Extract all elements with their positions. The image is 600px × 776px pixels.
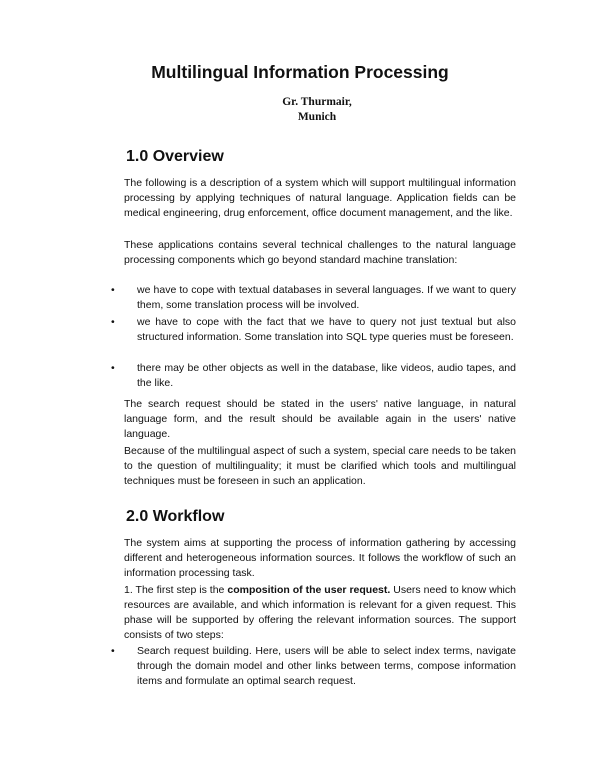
- workflow-paragraph-2: [124, 583, 516, 643]
- bullet-text: we have to cope with textual databases in several languages. If we want to query them, some translation process will be involved.: [137, 284, 516, 311]
- paragraph-rest: Users need to know which resources are available, and which information is relevant for a given request. This phase will be supported by offering the relevant information sources. The support consists of two steps:: [124, 584, 516, 641]
- workflow-paragraph-1: The system aims at supporting the process of information gathering by accessing different and heterogeneous information sources. It follows the workflow of such an information processing task.: [124, 537, 516, 579]
- paper-title: Multilingual Information Processing: [151, 62, 449, 82]
- section-heading-workflow: 2.0 Workflow: [126, 508, 225, 525]
- overview-bullet-1: [111, 283, 516, 313]
- author-affiliation: Munich: [297, 111, 337, 123]
- section-heading-overview: 1.0 Overview: [126, 148, 224, 165]
- bullet-text: there may be other objects as well in the database, like videos, audio tapes, and the like.: [137, 362, 516, 389]
- overview-paragraph-4: Because of the multilingual aspect of such a system, special care needs to be taken to the question of multilinguality; it must be clarified which tools and multilingual techniques must be foreseen in such an application.: [124, 445, 516, 487]
- emphasis-text: composition of the user request.: [227, 584, 391, 596]
- overview-paragraph-2: These applications contains several technical challenges to the natural language processing components which go beyond standard machine translation:: [124, 239, 516, 266]
- bullet-marker: •: [111, 362, 115, 374]
- bullet-marker: •: [111, 316, 115, 328]
- bullet-marker: •: [111, 645, 115, 657]
- bullet-text: Search request building. Here, users will be able to select index terms, navigate through the domain model and other links between terms, compose information items and formulate an optimal search request.: [137, 645, 516, 687]
- overview-paragraph-1: The following is a description of a system which will support multilingual information processing by applying techniques of natural language. Application fields can be medical engineering, drug enforcement, office document management, and the like.: [124, 177, 516, 219]
- paragraph-prefix: 1. The first step is the: [124, 584, 228, 596]
- overview-bullet-3: [111, 361, 516, 391]
- overview-bullet-2: [111, 315, 516, 345]
- bullet-text: we have to cope with the fact that we have to query not just textual but also structured information. Some translation into SQL type queries must be foreseen.: [137, 316, 516, 343]
- author-name: Gr. Thurmair,: [282, 96, 352, 108]
- bullet-marker: •: [111, 284, 115, 296]
- workflow-bullet-1: [111, 644, 516, 689]
- overview-paragraph-3: The search request should be stated in the users' native language, in natural language form, and the result should be available again in the users' native language.: [124, 398, 516, 440]
